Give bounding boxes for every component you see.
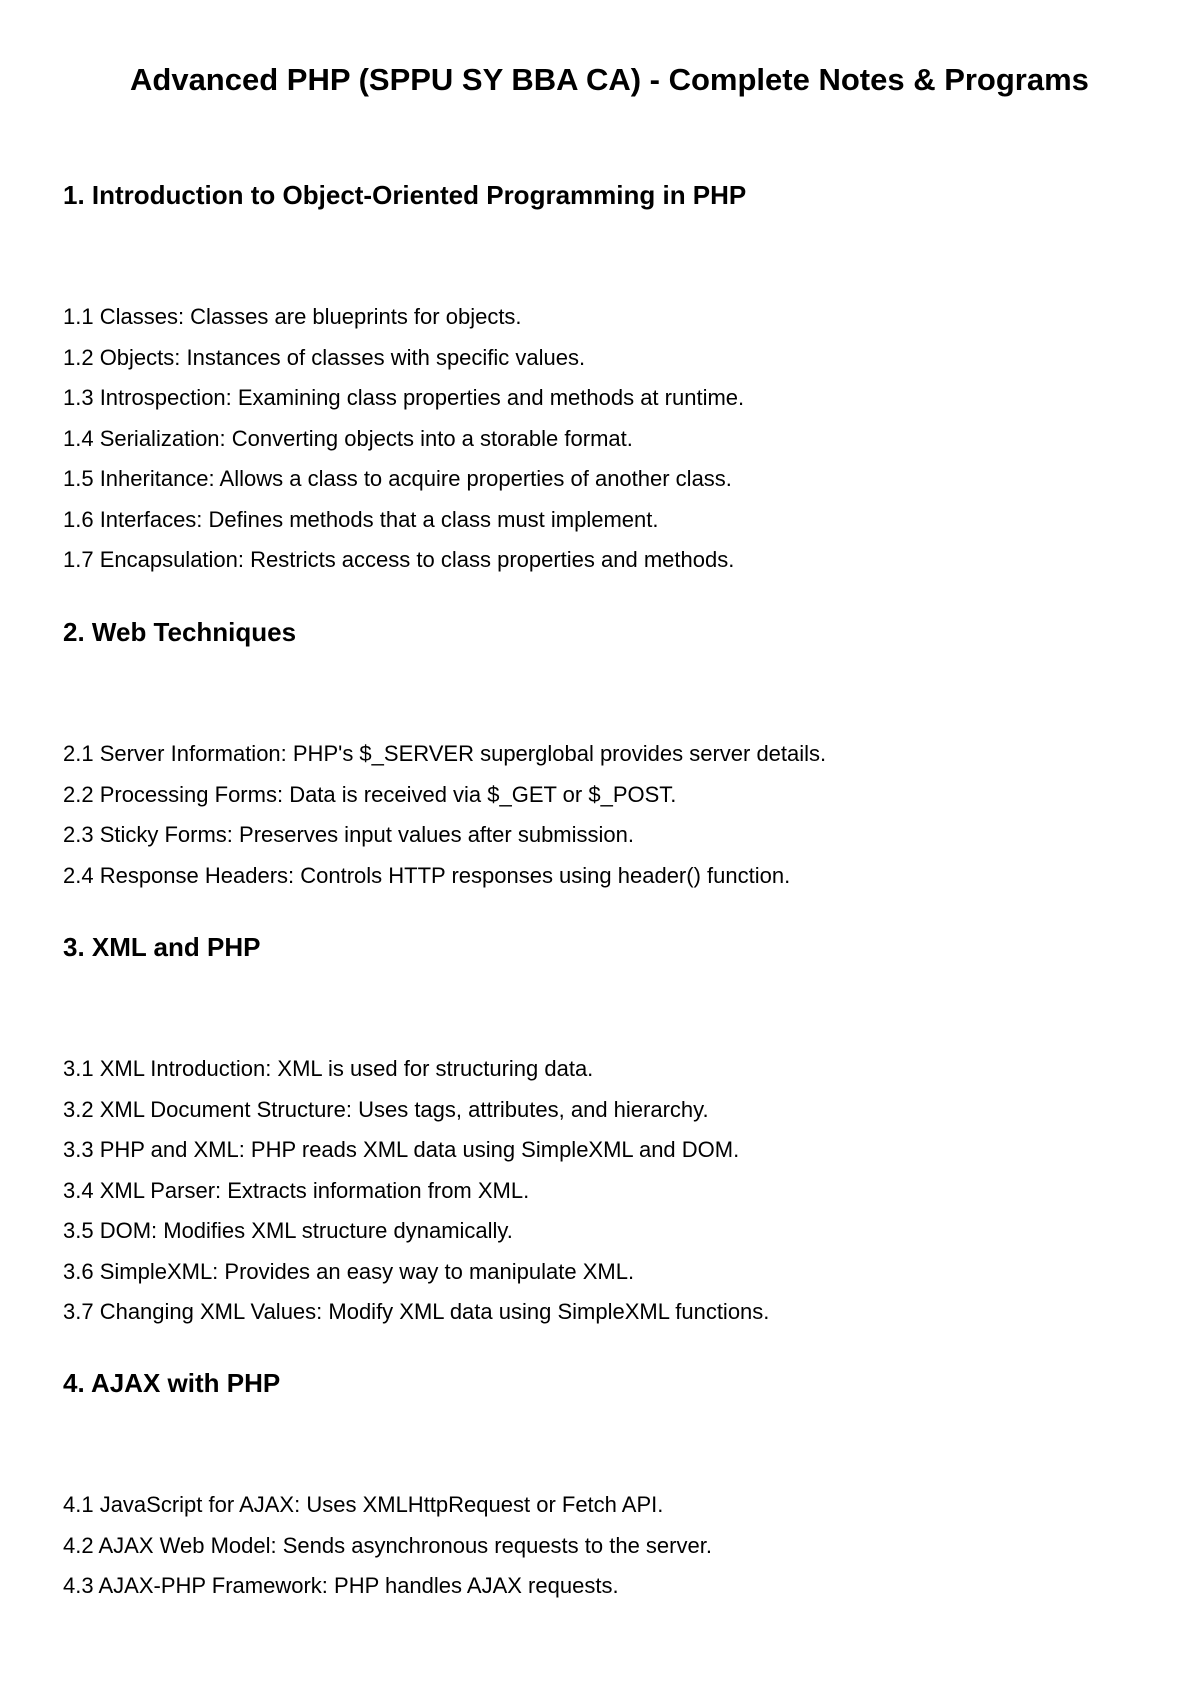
- list-item: 4.1 JavaScript for AJAX: Uses XMLHttpRequest or Fetch API.: [63, 1492, 664, 1517]
- list-item: 1.4 Serialization: Converting objects into a storable format.: [63, 425, 633, 451]
- list-item: 4.2 AJAX Web Model: Sends asynchronous requests to the server.: [63, 1532, 712, 1558]
- list-item: 1.7 Encapsulation: Restricts access to class properties and methods.: [63, 547, 735, 572]
- list-item: 3.5 DOM: Modifies XML structure dynamically.: [63, 1218, 513, 1243]
- section-list-oop: [63, 297, 744, 581]
- list-item: 1.5 Inheritance: Allows a class to acquire properties of another class.: [63, 466, 732, 491]
- list-item: 2.1 Server Information: PHP's $_SERVER superglobal provides server details.: [63, 741, 827, 766]
- list-item: 1.3 Introspection: Examining class properties and methods at runtime.: [63, 385, 745, 410]
- list-item: 3.3 PHP and XML: PHP reads XML data using SimpleXML and DOM.: [63, 1137, 740, 1162]
- list-item: 4.3 AJAX-PHP Framework: PHP handles AJAX requests.: [63, 1573, 619, 1598]
- list-item: 3.6 SimpleXML: Provides an easy way to manipulate XML.: [63, 1258, 635, 1284]
- document-title: Advanced PHP (SPPU SY BBA CA) - Complete Notes & Programs: [130, 62, 1089, 97]
- section-list-xml: [63, 1049, 769, 1333]
- list-item: 3.7 Changing XML Values: Modify XML data using SimpleXML functions.: [63, 1299, 770, 1324]
- list-item: 2.3 Sticky Forms: Preserves input values after submission.: [63, 822, 634, 847]
- section-heading-oop: 1. Introduction to Object-Oriented Programming in PHP: [63, 180, 747, 210]
- list-item: 1.1 Classes: Classes are blueprints for objects.: [63, 304, 522, 329]
- list-item: 2.2 Processing Forms: Data is received via $_GET or $_POST.: [63, 781, 677, 807]
- section-heading-ajax: 4. AJAX with PHP: [63, 1368, 281, 1398]
- list-item: 3.4 XML Parser: Extracts information from XML.: [63, 1177, 530, 1203]
- section-heading-web-techniques: 2. Web Techniques: [63, 617, 297, 647]
- list-item: 2.4 Response Headers: Controls HTTP responses using header() function.: [63, 862, 791, 888]
- section-heading-xml: 3. XML and PHP: [63, 932, 261, 962]
- list-item: 1.2 Objects: Instances of classes with specific values.: [63, 344, 586, 370]
- section-list-ajax: [63, 1485, 712, 1607]
- section-list-web-techniques: [63, 734, 826, 896]
- list-item: 3.2 XML Document Structure: Uses tags, attributes, and hierarchy.: [63, 1096, 709, 1122]
- list-item: 3.1 XML Introduction: XML is used for structuring data.: [63, 1056, 594, 1081]
- list-item: 1.6 Interfaces: Defines methods that a class must implement.: [63, 506, 659, 532]
